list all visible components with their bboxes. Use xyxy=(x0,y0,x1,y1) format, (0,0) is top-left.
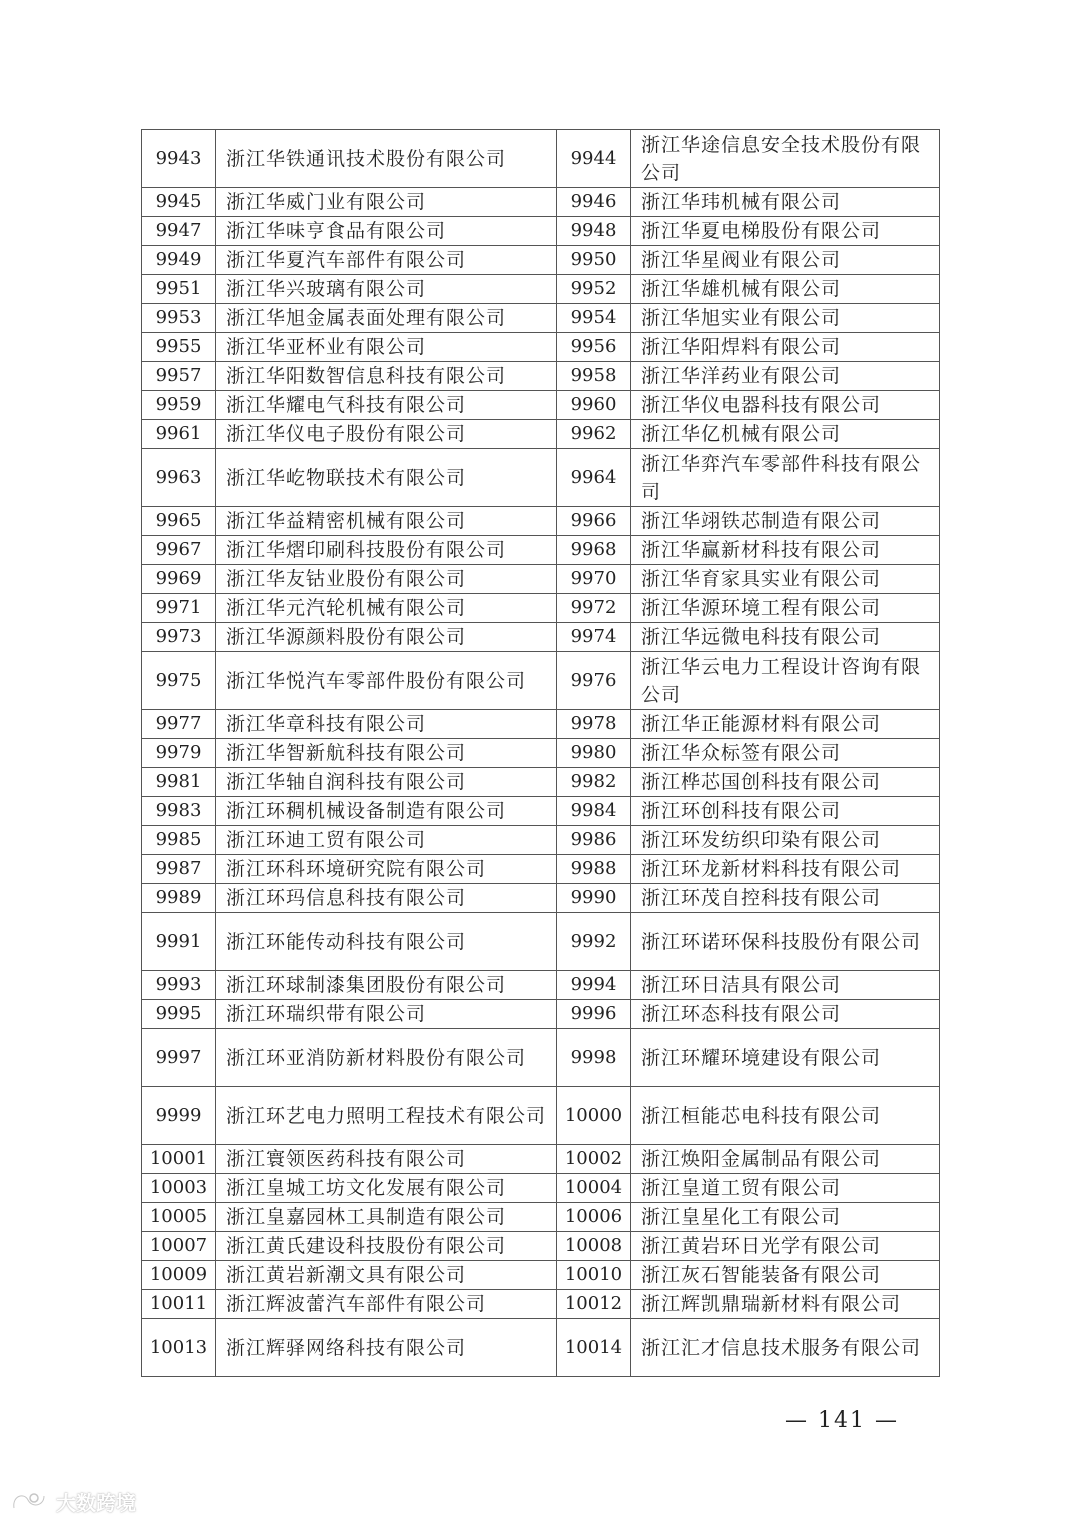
company-name: 浙江焕阳金属制品有限公司 xyxy=(631,1145,940,1174)
watermark xyxy=(10,1486,136,1516)
table-row xyxy=(142,855,940,884)
entry-number: 10007 xyxy=(142,1232,216,1261)
company-name: 浙江华源颜料股份有限公司 xyxy=(216,623,557,652)
entry-number: 9972 xyxy=(557,594,631,623)
entry-number: 9958 xyxy=(557,362,631,391)
company-name: 浙江桦芯国创科技有限公司 xyxy=(631,768,940,797)
entry-number: 9995 xyxy=(142,1000,216,1029)
entry-number: 9999 xyxy=(142,1087,216,1145)
company-name: 浙江华威门业有限公司 xyxy=(216,188,557,217)
table-row xyxy=(142,420,940,449)
entry-number: 9943 xyxy=(142,130,216,188)
entry-number: 10011 xyxy=(142,1290,216,1319)
company-name: 浙江桓能芯电科技有限公司 xyxy=(631,1087,940,1145)
company-name: 浙江华育家具实业有限公司 xyxy=(631,565,940,594)
entry-number: 9944 xyxy=(557,130,631,188)
entry-number: 9975 xyxy=(142,652,216,710)
table-row xyxy=(142,971,940,1000)
entry-number: 9957 xyxy=(142,362,216,391)
entry-number: 9986 xyxy=(557,826,631,855)
company-name: 浙江华翊铁芯制造有限公司 xyxy=(631,507,940,536)
company-name: 浙江环日洁具有限公司 xyxy=(631,971,940,1000)
entry-number: 9952 xyxy=(557,275,631,304)
entry-number: 9996 xyxy=(557,1000,631,1029)
company-name: 浙江辉波蕾汽车部件有限公司 xyxy=(216,1290,557,1319)
company-name: 浙江华屹物联技术有限公司 xyxy=(216,449,557,507)
entry-number: 9983 xyxy=(142,797,216,826)
entry-number: 10012 xyxy=(557,1290,631,1319)
entry-number: 9968 xyxy=(557,536,631,565)
company-name: 浙江环能传动科技有限公司 xyxy=(216,913,557,971)
entry-number: 9985 xyxy=(142,826,216,855)
entry-number: 9993 xyxy=(142,971,216,1000)
company-name: 浙江华源环境工程有限公司 xyxy=(631,594,940,623)
company-name: 浙江环稠机械设备制造有限公司 xyxy=(216,797,557,826)
entry-number: 9955 xyxy=(142,333,216,362)
entry-number: 9953 xyxy=(142,304,216,333)
table-row xyxy=(142,246,940,275)
table-row xyxy=(142,710,940,739)
company-name: 浙江环艺电力照明工程技术有限公司 xyxy=(216,1087,557,1145)
company-name: 浙江华元汽轮机械有限公司 xyxy=(216,594,557,623)
table-row xyxy=(142,217,940,246)
table-row xyxy=(142,652,940,710)
entry-number: 10000 xyxy=(557,1087,631,1145)
company-name: 浙江皇城工坊文化发展有限公司 xyxy=(216,1174,557,1203)
company-name: 浙江华赢新材科技有限公司 xyxy=(631,536,940,565)
entry-number: 9965 xyxy=(142,507,216,536)
company-name: 浙江华兴玻璃有限公司 xyxy=(216,275,557,304)
entry-number: 10004 xyxy=(557,1174,631,1203)
table-row xyxy=(142,275,940,304)
company-name: 浙江环球制漆集团股份有限公司 xyxy=(216,971,557,1000)
company-name: 浙江华阳数智信息科技有限公司 xyxy=(216,362,557,391)
table-row xyxy=(142,1087,940,1145)
company-name: 浙江华亿机械有限公司 xyxy=(631,420,940,449)
table-row xyxy=(142,362,940,391)
company-name: 浙江华熠印刷科技股份有限公司 xyxy=(216,536,557,565)
entry-number: 9967 xyxy=(142,536,216,565)
company-name: 浙江黄岩新潮文具有限公司 xyxy=(216,1261,557,1290)
table-row xyxy=(142,826,940,855)
company-name: 浙江环发纺织印染有限公司 xyxy=(631,826,940,855)
entry-number: 9979 xyxy=(142,739,216,768)
table-row xyxy=(142,391,940,420)
company-name: 浙江寰领医药科技有限公司 xyxy=(216,1145,557,1174)
entry-number: 10010 xyxy=(557,1261,631,1290)
entry-number: 9982 xyxy=(557,768,631,797)
entry-number: 9960 xyxy=(557,391,631,420)
company-name: 浙江环瑞织带有限公司 xyxy=(216,1000,557,1029)
company-name: 浙江华仪电器科技有限公司 xyxy=(631,391,940,420)
table-row xyxy=(142,565,940,594)
entry-number: 10014 xyxy=(557,1319,631,1377)
company-name: 浙江华铁通讯技术股份有限公司 xyxy=(216,130,557,188)
company-name: 浙江环科环境研究院有限公司 xyxy=(216,855,557,884)
table-row xyxy=(142,797,940,826)
table-row xyxy=(142,913,940,971)
entry-number: 9964 xyxy=(557,449,631,507)
entry-number: 10003 xyxy=(142,1174,216,1203)
company-name: 浙江环耀环境建设有限公司 xyxy=(631,1029,940,1087)
table-row xyxy=(142,449,940,507)
company-name: 浙江华智新航科技有限公司 xyxy=(216,739,557,768)
entry-number: 9971 xyxy=(142,594,216,623)
company-name: 浙江华章科技有限公司 xyxy=(216,710,557,739)
entry-number: 9966 xyxy=(557,507,631,536)
table-row xyxy=(142,1145,940,1174)
entry-number: 10006 xyxy=(557,1203,631,1232)
company-name: 浙江皇道工贸有限公司 xyxy=(631,1174,940,1203)
company-name: 浙江华星阀业有限公司 xyxy=(631,246,940,275)
entry-number: 9980 xyxy=(557,739,631,768)
entry-number: 9974 xyxy=(557,623,631,652)
entry-number: 10002 xyxy=(557,1145,631,1174)
table-row xyxy=(142,333,940,362)
table-row xyxy=(142,1319,940,1377)
company-name: 浙江华夏电梯股份有限公司 xyxy=(631,217,940,246)
company-name: 浙江环迪工贸有限公司 xyxy=(216,826,557,855)
entry-number: 9951 xyxy=(142,275,216,304)
company-name: 浙江华旭金属表面处理有限公司 xyxy=(216,304,557,333)
company-name: 浙江华轴自润科技有限公司 xyxy=(216,768,557,797)
entry-number: 10005 xyxy=(142,1203,216,1232)
company-name: 浙江环亚消防新材料股份有限公司 xyxy=(216,1029,557,1087)
company-name: 浙江华友钴业股份有限公司 xyxy=(216,565,557,594)
entry-number: 9977 xyxy=(142,710,216,739)
entry-number: 9976 xyxy=(557,652,631,710)
table-row xyxy=(142,536,940,565)
company-name: 浙江环玛信息科技有限公司 xyxy=(216,884,557,913)
entry-number: 9973 xyxy=(142,623,216,652)
company-name: 浙江环茂自控科技有限公司 xyxy=(631,884,940,913)
company-list-table xyxy=(141,129,940,1377)
table-row xyxy=(142,1000,940,1029)
entry-number: 9956 xyxy=(557,333,631,362)
entry-number: 9945 xyxy=(142,188,216,217)
company-name: 浙江环创科技有限公司 xyxy=(631,797,940,826)
company-name: 浙江华玮机械有限公司 xyxy=(631,188,940,217)
table-row xyxy=(142,188,940,217)
company-name: 浙江环龙新材料科技有限公司 xyxy=(631,855,940,884)
entry-number: 9961 xyxy=(142,420,216,449)
entry-number: 9962 xyxy=(557,420,631,449)
company-name: 浙江环诺环保科技股份有限公司 xyxy=(631,913,940,971)
table-row xyxy=(142,623,940,652)
company-name: 浙江皇星化工有限公司 xyxy=(631,1203,940,1232)
table-row xyxy=(142,507,940,536)
table-row xyxy=(142,130,940,188)
company-name: 浙江黄氏建设科技股份有限公司 xyxy=(216,1232,557,1261)
table-row xyxy=(142,1261,940,1290)
entry-number: 9969 xyxy=(142,565,216,594)
entry-number: 10013 xyxy=(142,1319,216,1377)
entry-number: 9963 xyxy=(142,449,216,507)
company-name: 浙江辉凯鼎瑞新材料有限公司 xyxy=(631,1290,940,1319)
company-name: 浙江华阳焊料有限公司 xyxy=(631,333,940,362)
company-name: 浙江华正能源材料有限公司 xyxy=(631,710,940,739)
watermark-logo-icon xyxy=(10,1488,50,1514)
entry-number: 9987 xyxy=(142,855,216,884)
entry-number: 9992 xyxy=(557,913,631,971)
entry-number: 9978 xyxy=(557,710,631,739)
entry-number: 9988 xyxy=(557,855,631,884)
page-number: — 141 — xyxy=(785,1408,899,1433)
entry-number: 9990 xyxy=(557,884,631,913)
company-list-body xyxy=(142,130,940,1377)
table-row xyxy=(142,1232,940,1261)
entry-number: 9994 xyxy=(557,971,631,1000)
company-name: 浙江辉驿网络科技有限公司 xyxy=(216,1319,557,1377)
entry-number: 9947 xyxy=(142,217,216,246)
company-name: 浙江皇嘉园林工具制造有限公司 xyxy=(216,1203,557,1232)
table-row xyxy=(142,1174,940,1203)
table-row xyxy=(142,594,940,623)
entry-number: 9949 xyxy=(142,246,216,275)
entry-number: 9950 xyxy=(557,246,631,275)
company-name: 浙江华雄机械有限公司 xyxy=(631,275,940,304)
table-row xyxy=(142,884,940,913)
company-name: 浙江华益精密机械有限公司 xyxy=(216,507,557,536)
entry-number: 9989 xyxy=(142,884,216,913)
entry-number: 9998 xyxy=(557,1029,631,1087)
company-name: 浙江灰石智能装备有限公司 xyxy=(631,1261,940,1290)
company-name: 浙江华悦汽车零部件股份有限公司 xyxy=(216,652,557,710)
company-name: 浙江黄岩环日光学有限公司 xyxy=(631,1232,940,1261)
entry-number: 9991 xyxy=(142,913,216,971)
company-name: 浙江华弈汽车零部件科技有限公司 xyxy=(631,449,940,507)
table-row xyxy=(142,739,940,768)
company-name: 浙江华味亨食品有限公司 xyxy=(216,217,557,246)
table-row xyxy=(142,1290,940,1319)
entry-number: 9970 xyxy=(557,565,631,594)
company-name: 浙江华云电力工程设计咨询有限公司 xyxy=(631,652,940,710)
entry-number: 9954 xyxy=(557,304,631,333)
entry-number: 9948 xyxy=(557,217,631,246)
table-row xyxy=(142,1029,940,1087)
company-name: 浙江汇才信息技术服务有限公司 xyxy=(631,1319,940,1377)
table-row xyxy=(142,768,940,797)
company-name: 浙江华众标签有限公司 xyxy=(631,739,940,768)
entry-number: 10001 xyxy=(142,1145,216,1174)
company-name: 浙江华仪电子股份有限公司 xyxy=(216,420,557,449)
company-name: 浙江华远微电科技有限公司 xyxy=(631,623,940,652)
company-name: 浙江华耀电气科技有限公司 xyxy=(216,391,557,420)
company-name: 浙江华旭实业有限公司 xyxy=(631,304,940,333)
watermark-text: 大数跨境 xyxy=(56,1490,136,1515)
entry-number: 9997 xyxy=(142,1029,216,1087)
entry-number: 10008 xyxy=(557,1232,631,1261)
entry-number: 9981 xyxy=(142,768,216,797)
entry-number: 9959 xyxy=(142,391,216,420)
entry-number: 9984 xyxy=(557,797,631,826)
entry-number: 9946 xyxy=(557,188,631,217)
company-name: 浙江华洋药业有限公司 xyxy=(631,362,940,391)
entry-number: 10009 xyxy=(142,1261,216,1290)
table-row xyxy=(142,304,940,333)
company-name: 浙江华亚杯业有限公司 xyxy=(216,333,557,362)
company-name: 浙江华夏汽车部件有限公司 xyxy=(216,246,557,275)
table-row xyxy=(142,1203,940,1232)
company-list-table-container xyxy=(141,129,940,1377)
company-name: 浙江华途信息安全技术股份有限公司 xyxy=(631,130,940,188)
company-name: 浙江环态科技有限公司 xyxy=(631,1000,940,1029)
